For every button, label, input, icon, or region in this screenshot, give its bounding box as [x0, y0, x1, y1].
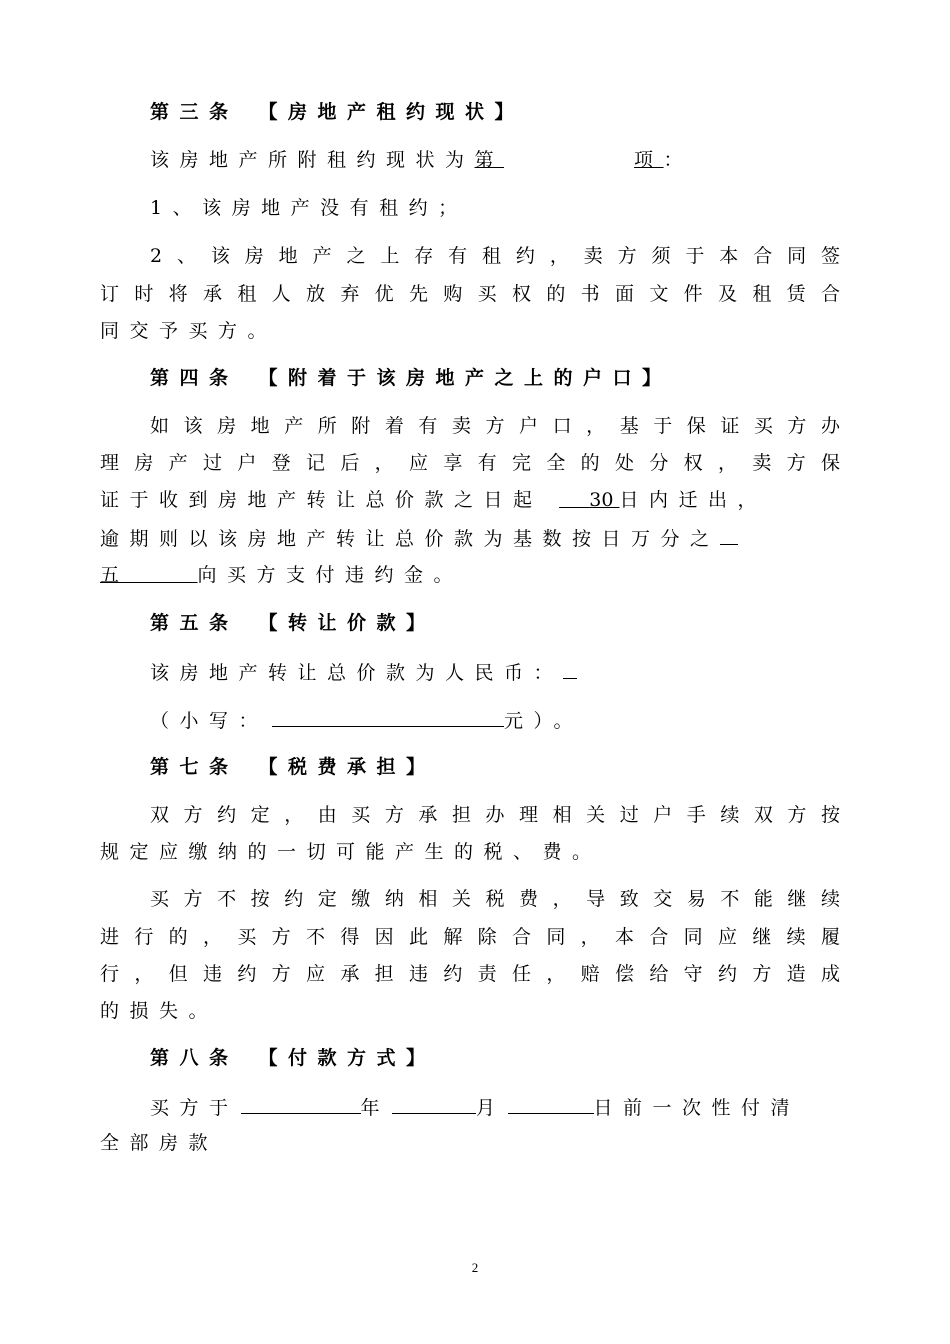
article-7-p2-line-4: 的损失。: [100, 1000, 219, 1022]
article-4-line-5: 五 向买方支付违约金。: [100, 564, 464, 586]
article-4-line-4: 逾期则以该房地产转让总价款为基数按日万分之: [100, 525, 860, 551]
article-7-p2-line-3: 行，但违约方应承担违约责任，赔偿给守约方造成: [100, 963, 840, 985]
article-5-heading: [150, 611, 840, 637]
pay-year-fill[interactable]: [241, 1094, 361, 1114]
article-5-title: 【转让价款】: [258, 612, 436, 634]
article-4-number: 第四条: [150, 367, 239, 389]
article-3-item-2-line-2: 订时将承租人放弃优先购买权的书面文件及租赁合: [100, 283, 840, 305]
move-out-days-fill[interactable]: 30: [589, 489, 614, 511]
article-7-p1-line-2: 规定应缴纳的一切可能产生的税、费。: [100, 841, 602, 863]
article-3-intro: 该房地产所附租约现状为第 项：: [150, 149, 694, 171]
article-5-line-2: （小写： 元）。: [150, 707, 840, 733]
pay-month-fill[interactable]: [392, 1094, 476, 1114]
article-8-title: 【付款方式】: [258, 1047, 436, 1069]
article-4-line-3: 证于收到房地产转让总价款之日起 30 日内迁出，: [100, 489, 768, 511]
article-3-item-1: 1、该房地产没有租约；: [150, 197, 468, 219]
article-8-line-2: 全部房款: [100, 1132, 219, 1154]
article-3-item-2-line-1: 2、该房地产之上存有租约，卖方须于本合同签: [150, 245, 840, 267]
article-4-line-1: 如该房地产所附着有卖方户口，基于保证买方办: [150, 415, 840, 437]
penalty-rate-fill[interactable]: 五: [100, 564, 120, 586]
article-7-p1-line-1: 双方约定，由买方承担办理相关过户手续双方按: [150, 804, 840, 826]
article-7-p2-line-1: 买方不按约定缴纳相关税费，导致交易不能继续: [150, 888, 840, 910]
article-5-number: 第五条: [150, 612, 239, 634]
article-5-line-1: 该房地产转让总价款为人民币：: [150, 659, 840, 685]
article-4-heading: [150, 366, 840, 392]
article-7-heading: [150, 755, 840, 781]
pay-day-fill[interactable]: [508, 1094, 594, 1114]
article-4-line-2: 理房产过户登记后，应享有完全的处分权，卖方保: [100, 452, 840, 474]
article-7-p2-line-2: 进行的，买方不得因此解除合同，本合同应继续履: [100, 926, 840, 948]
article-8-line-1: 买方于 年 月 日前一次性付清: [150, 1094, 840, 1120]
price-chinese-fill[interactable]: [563, 659, 577, 679]
article-7-title: 【税费承担】: [258, 756, 436, 778]
price-numeric-fill[interactable]: [272, 707, 504, 727]
page-number: 2: [471, 1260, 479, 1275]
lease-item-fill[interactable]: 第 项: [474, 149, 664, 171]
article-3-item-2-line-3: 同交予买方。: [100, 320, 278, 342]
article-8-heading: [150, 1046, 840, 1072]
article-3-heading: [150, 100, 840, 126]
article-3-title: 【房地产租约现状】: [258, 101, 525, 123]
article-4-title: 【附着于该房地产之上的户口】: [258, 367, 672, 389]
article-3-number: 第三条: [150, 101, 239, 123]
article-8-number: 第八条: [150, 1047, 239, 1069]
article-7-number: 第七条: [150, 756, 239, 778]
